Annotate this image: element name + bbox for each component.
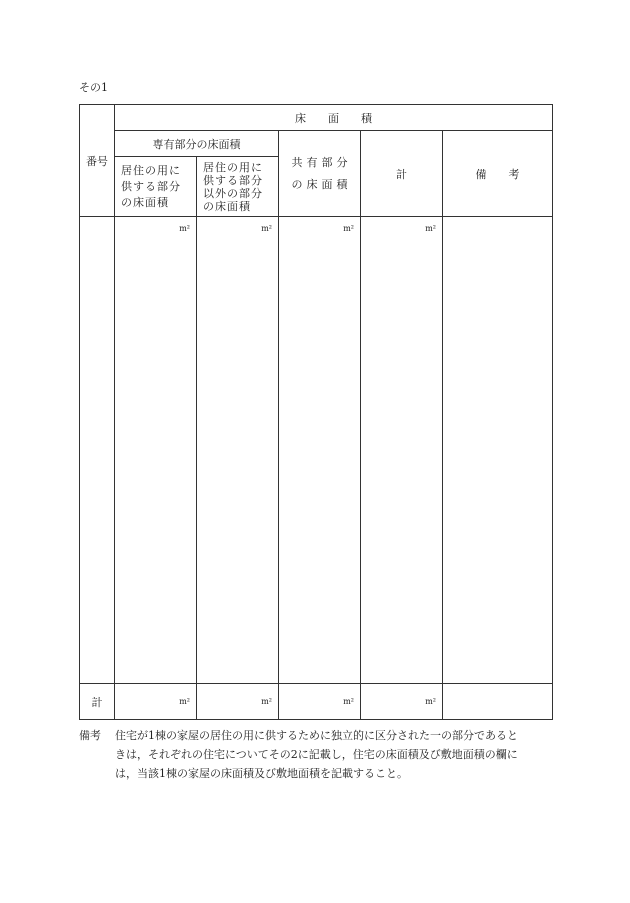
unit-label: m²: [179, 697, 190, 706]
residential-line1: 居住の用に: [121, 163, 181, 177]
col-header-number: 番号: [80, 105, 115, 217]
total-residential-cell[interactable]: [115, 684, 197, 720]
entry-common-cell[interactable]: [279, 217, 361, 684]
nonres-line4: の床面積: [203, 199, 251, 213]
col-header-total: 計: [361, 131, 443, 217]
unit-label: m²: [261, 697, 272, 706]
nonres-line1: 居住の用に: [203, 160, 263, 174]
nonres-line3: 以外の部分: [203, 186, 263, 200]
total-total-cell[interactable]: [361, 684, 443, 720]
entry-residential-cell[interactable]: [115, 217, 197, 684]
unit-label: m²: [343, 224, 354, 233]
total-common-cell[interactable]: [279, 684, 361, 720]
total-non-residential-cell[interactable]: [197, 684, 279, 720]
entry-number-cell[interactable]: [80, 217, 115, 684]
col-header-exclusive-area: 専有部分の床面積: [115, 131, 279, 157]
unit-label: m²: [425, 697, 436, 706]
unit-label: m²: [425, 224, 436, 233]
note-label: 備考: [79, 729, 101, 742]
total-remarks-cell[interactable]: [443, 684, 553, 720]
unit-label: m²: [343, 697, 354, 706]
col-header-residential: [115, 157, 197, 217]
col-header-common-area: [279, 131, 361, 217]
residential-line3: の床面積: [121, 195, 169, 209]
unit-label: m²: [179, 224, 190, 233]
col-header-floor-area: 床面積: [115, 105, 553, 131]
note-line1: 住宅が1棟の家屋の居住の用に供するために独立的に区分された一の部分であると: [115, 729, 518, 742]
common-area-line1: 共有部分: [291, 155, 352, 169]
entry-non-residential-cell[interactable]: [197, 217, 279, 684]
col-header-non-residential: [197, 157, 279, 217]
common-area-line2: の床面積: [291, 177, 352, 191]
entry-remarks-cell[interactable]: [443, 217, 553, 684]
nonres-line2: 供する部分: [203, 173, 263, 187]
note-line2: きは，それぞれの住宅についてその2に記載し，住宅の床面積及び敷地面積の欄に: [115, 748, 518, 761]
note-line3: は，当該1棟の家屋の床面積及び敷地面積を記載すること。: [115, 767, 408, 780]
residential-line2: 供する部分: [121, 179, 181, 193]
col-header-remarks: 備考: [443, 131, 553, 217]
form-heading: その1: [79, 81, 108, 94]
remarks-note: [79, 726, 557, 783]
total-row-label: 計: [80, 684, 115, 720]
entry-total-cell[interactable]: [361, 217, 443, 684]
floor-area-table: [79, 104, 553, 720]
unit-label: m²: [261, 224, 272, 233]
